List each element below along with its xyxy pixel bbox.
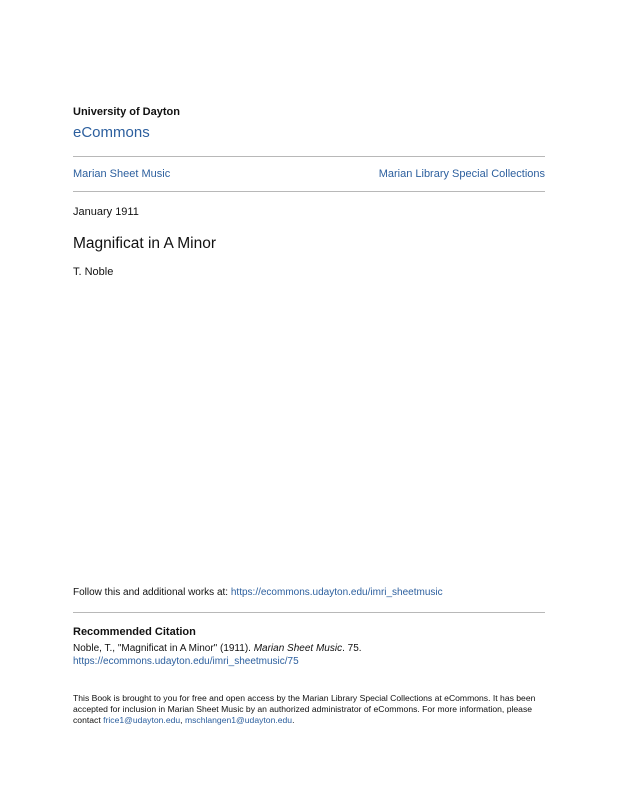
divider-top — [73, 156, 545, 157]
institution-name: University of Dayton — [73, 106, 180, 118]
item-author: T. Noble — [73, 266, 114, 278]
notice-text: This Book is brought to you for free and open access by the Marian Library Special Collections at eCommons. It has been accepted for inclusion in Marian Sheet Music by an authorized administrator of eCommons. For more information, please contact — [73, 693, 536, 725]
divider-collections — [73, 191, 545, 192]
follow-line — [73, 587, 443, 598]
follow-label: Follow this and additional works at: — [73, 587, 231, 598]
notice-end: . — [292, 715, 295, 725]
contact-email-1[interactable]: frice1@udayton.edu — [103, 715, 181, 725]
citation-url-link[interactable]: https://ecommons.udayton.edu/imri_sheetmusic/75 — [73, 656, 299, 667]
citation-body: Noble, T., "Magnificat in A Minor" (1911). — [73, 643, 254, 654]
citation-text — [73, 642, 545, 668]
follow-url-link[interactable]: https://ecommons.udayton.edu/imri_sheetmusic — [230, 587, 443, 598]
collection-link-special-collections[interactable]: Marian Library Special Collections — [378, 168, 545, 180]
contact-email-2[interactable]: mschlangen1@udayton.edu — [184, 715, 293, 725]
access-notice — [73, 693, 545, 726]
notice-separator: , — [180, 715, 185, 725]
item-title: Magnificat in A Minor — [73, 235, 217, 252]
divider-bottom — [73, 612, 545, 613]
citation-series: Marian Sheet Music — [253, 643, 343, 654]
ecommons-link[interactable]: eCommons — [73, 124, 150, 141]
citation-number: . 75. — [342, 643, 362, 654]
recommended-citation-heading: Recommended Citation — [73, 626, 196, 638]
publication-date: January 1911 — [73, 206, 139, 218]
collection-link-sheet-music[interactable]: Marian Sheet Music — [73, 168, 171, 180]
